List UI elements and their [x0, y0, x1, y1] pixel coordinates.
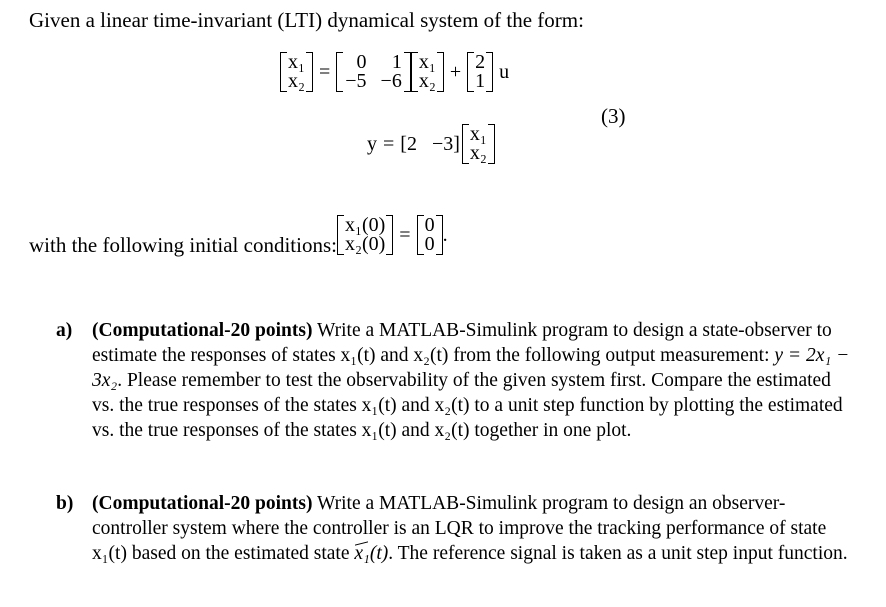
a21: −5	[345, 70, 367, 92]
lhs-x2: x₂	[288, 70, 305, 92]
part-b-heading: (Computational-20 points)	[92, 493, 313, 514]
initial-conditions	[337, 215, 448, 255]
b2: 1	[475, 70, 486, 92]
estimated-state-symbol: x₁	[354, 543, 370, 564]
part-a-body	[92, 318, 856, 443]
x2-initial: x₂(0)	[345, 233, 386, 255]
part-a	[56, 318, 856, 443]
intro-text: Given a linear time-invariant (LTI) dynamical system of the form:	[29, 8, 584, 32]
equation-number: (3)	[601, 104, 626, 128]
a12: 1	[391, 51, 402, 73]
state-vector-lhs	[280, 52, 313, 92]
part-a-label: a)	[56, 320, 73, 341]
output-equals: =	[383, 133, 395, 155]
initial-value-2: 0	[424, 233, 435, 255]
part-b-text-1: Write a MATLAB-Simulink program to design an observer-controller system where the controller is an LQR to improve the tracking performance of state x₁(t) based on the estimated state	[92, 493, 827, 564]
initial-value-1: 0	[424, 214, 435, 236]
state-equation	[280, 52, 509, 92]
out-x1: x₁	[469, 123, 487, 145]
input-u: u	[499, 61, 510, 83]
initial-values	[417, 215, 443, 255]
part-b	[56, 491, 856, 566]
a11: 0	[356, 51, 367, 73]
estimated-state-arg: (t)	[369, 543, 389, 564]
matrix-b	[467, 52, 493, 92]
output-state-vector	[462, 124, 495, 164]
plus-sign: +	[449, 61, 462, 83]
equals-sign: =	[318, 61, 331, 83]
initial-state-vector	[337, 215, 393, 255]
part-a-measurement: y = 2x₁ − 3x₂	[92, 345, 850, 391]
matrix-a	[336, 52, 411, 92]
x2: x₂	[418, 70, 436, 92]
initial-equals: =	[399, 224, 411, 246]
initial-period: .	[442, 224, 448, 246]
state-vector-x	[411, 52, 444, 92]
output-equation	[367, 124, 495, 164]
a22: −6	[380, 70, 402, 92]
b1: 2	[475, 51, 486, 73]
part-a-text-1: Write a MATLAB-Simulink program to design a state-observer to estimate the responses of states x₁(t) and x₂(t) from the following output measurement:	[92, 320, 832, 366]
lhs-x1: x₁	[288, 51, 305, 73]
part-b-text-2: . The reference signal is taken as a unit step input function.	[388, 543, 848, 564]
part-a-heading: (Computational-20 points)	[92, 320, 313, 341]
part-b-body	[92, 491, 856, 566]
initial-conditions-label: with the following initial conditions:	[29, 233, 337, 257]
matrix-c: [2 −3]	[400, 133, 460, 155]
part-a-text-2: . Please remember to test the observability of the given system first. Compare the estimated vs. the true responses of the states x₁(t) and x₂(t) to a unit step function by plotting the estimated vs. the true responses of the states x₁(t) and x₂(t) together in one plot.	[92, 370, 843, 441]
part-b-label: b)	[56, 493, 74, 514]
x1-initial: x₁(0)	[345, 214, 386, 236]
output-y: y	[367, 133, 377, 155]
out-x2: x₂	[469, 142, 487, 164]
x1: x₁	[418, 51, 436, 73]
